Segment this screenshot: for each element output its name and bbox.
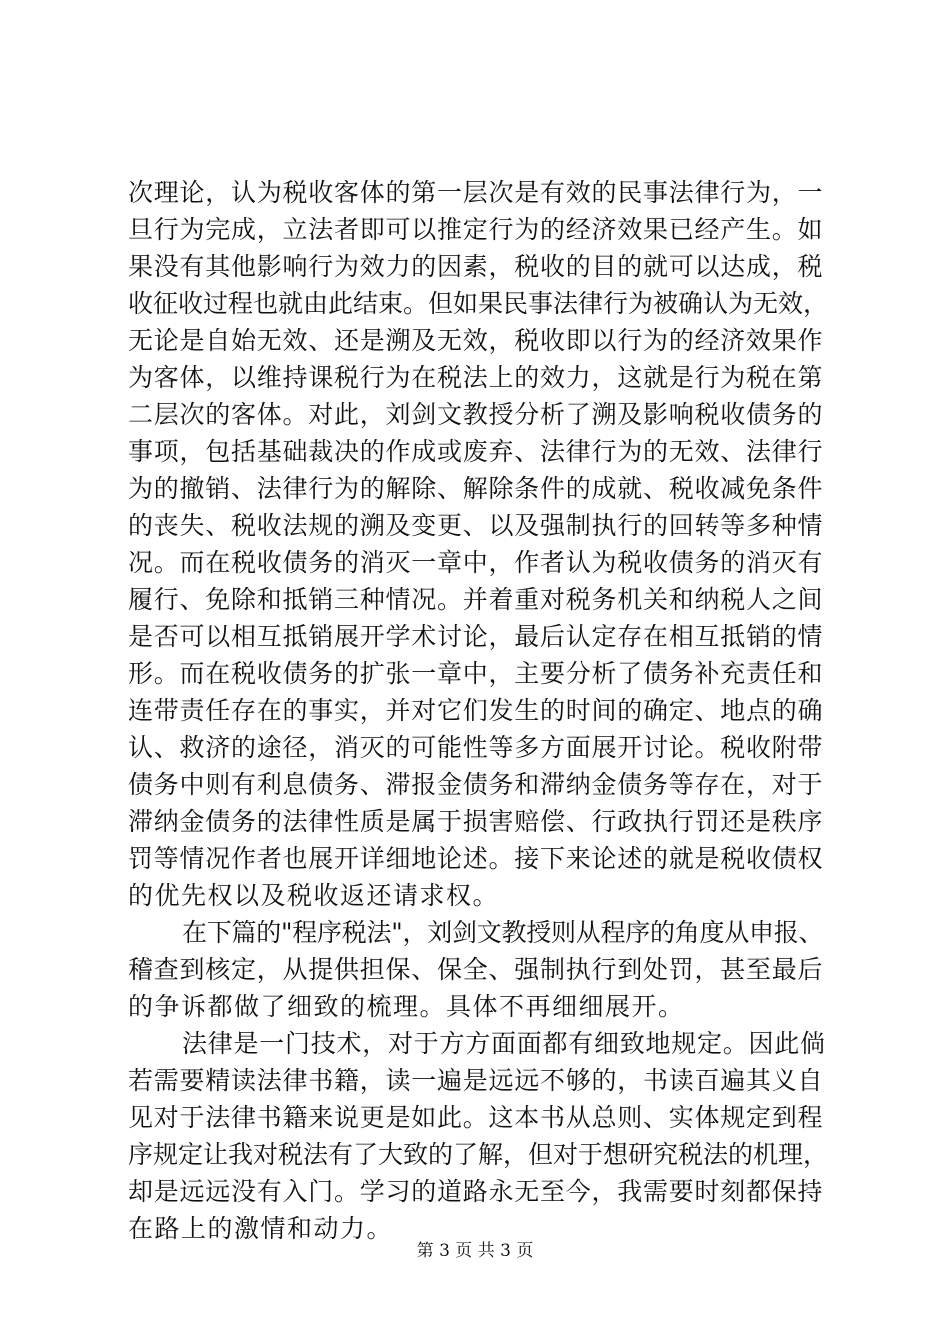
text-line: 履行、免除和抵销三种情况。并着重对税务机关和纳税人之间	[128, 585, 824, 614]
text-line: 果没有其他影响行为效力的因素，税收的目的就可以达成，税	[128, 252, 824, 281]
text-line: 滞纳金债务的法律性质是属于损害赔偿、行政执行罚还是秩序	[128, 807, 824, 836]
text-line: 的丧失、税收法规的溯及变更、以及强制执行的回转等多种情	[128, 511, 824, 540]
text-line: 连带责任存在的事实，并对它们发生的时间的确定、地点的确	[128, 696, 824, 725]
text-line: 若需要精读法律书籍，读一遍是远远不够的，书读百遍其义自	[128, 1066, 824, 1095]
text-line: 事项，包括基础裁决的作成或废弃、法律行为的无效、法律行	[128, 437, 824, 466]
text-line: 收征收过程也就由此结束。但如果民事法律行为被确认为无效，	[128, 289, 829, 318]
text-line: 罚等情况作者也展开详细地论述。接下来论述的就是税收债权	[128, 844, 824, 873]
text-line: 是否可以相互抵销展开学术讨论，最后认定存在相互抵销的情	[128, 622, 824, 651]
text-line: 的争诉都做了细致的梳理。具体不再细细展开。	[128, 992, 685, 1021]
text-line: 旦行为完成，立法者即可以推定行为的经济效果已经产生。如	[128, 215, 824, 244]
text-line: 为的撤销、法律行为的解除、解除条件的成就、税收减免条件	[128, 474, 824, 503]
text-line: 在路上的激情和动力。	[128, 1214, 394, 1243]
text-line: 无论是自始无效、还是溯及无效，税收即以行为的经济效果作	[128, 326, 824, 355]
text-line: 况。而在税收债务的消灭一章中，作者认为税收债务的消灭有	[128, 548, 824, 577]
paragraph-first-line: 在下篇的"程序税法"，刘剑文教授则从程序的角度从申报、	[182, 918, 824, 947]
text-line: 次理论，认为税收客体的第一层次是有效的民事法律行为，一	[128, 178, 824, 207]
page-footer: 第 3 页 共 3 页	[416, 1241, 534, 1261]
text-line: 形。而在税收债务的扩张一章中，主要分析了债务补充责任和	[128, 659, 824, 688]
text-line: 债务中则有利息债务、滞报金债务和滞纳金债务等存在，对于	[128, 770, 824, 799]
text-line: 见对于法律书籍来说更是如此。这本书从总则、实体规定到程	[128, 1103, 824, 1132]
body-text	[128, 174, 828, 1247]
text-line: 稽查到核定，从提供担保、保全、强制执行到处罚，甚至最后	[128, 955, 824, 984]
text-line: 为客体，以维持课税行为在税法上的效力，这就是行为税在第	[128, 363, 824, 392]
text-line: 认、救济的途径，消灭的可能性等多方面展开讨论。税收附带	[128, 733, 824, 762]
text-line: 却是远远没有入门。学习的道路永无至今，我需要时刻都保持	[128, 1177, 824, 1206]
paragraph-first-line: 法律是一门技术，对于方方面面都有细致地规定。因此倘	[182, 1029, 826, 1058]
text-line: 序规定让我对税法有了大致的了解，但对于想研究税法的机理，	[128, 1140, 829, 1169]
text-line: 的优先权以及税收返还请求权。	[128, 881, 500, 910]
text-line: 二层次的客体。对此，刘剑文教授分析了溯及影响税收债务的	[128, 400, 824, 429]
